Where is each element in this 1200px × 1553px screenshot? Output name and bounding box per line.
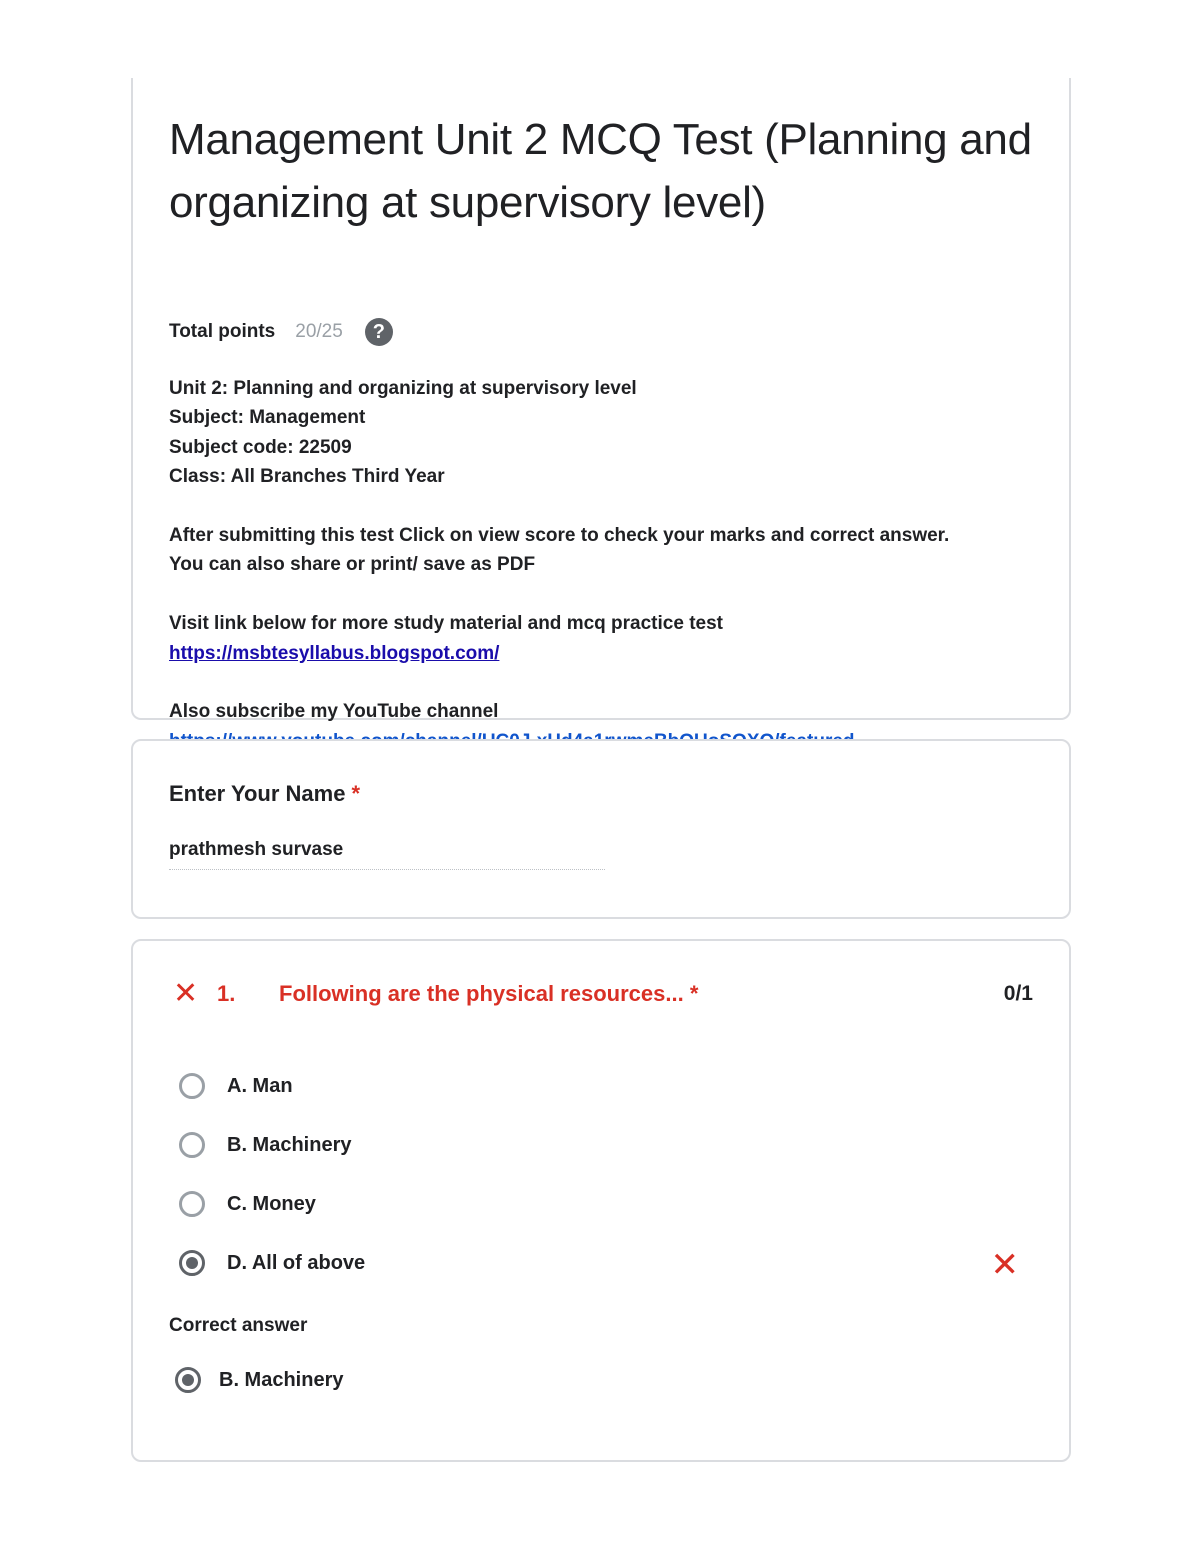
description-line: Visit link below for more study material and mcq practice test xyxy=(169,613,723,635)
radio-unchecked-icon[interactable] xyxy=(179,1073,205,1099)
wrong-answer-icon: ✕ xyxy=(990,1246,1019,1284)
total-points-value: 20/25 xyxy=(295,321,343,342)
description-line: Class: All Branches Third Year xyxy=(169,466,445,488)
question-score: 0/1 xyxy=(1003,982,1033,1005)
option-label: B. Machinery xyxy=(227,1133,352,1156)
option-label: A. Man xyxy=(227,1074,293,1097)
option-c[interactable] xyxy=(179,1191,316,1217)
form-header-card xyxy=(131,78,1071,723)
description-spacer xyxy=(169,492,1049,521)
radio-checked-icon xyxy=(175,1367,201,1393)
question-1-card xyxy=(131,939,1071,1462)
option-b[interactable] xyxy=(179,1132,351,1158)
question-text xyxy=(279,981,1004,1007)
description-spacer xyxy=(169,668,1049,697)
correct-answer-value: B. Machinery xyxy=(219,1368,344,1391)
question-number: 1. xyxy=(217,981,236,1006)
radio-unchecked-icon[interactable] xyxy=(179,1132,205,1158)
name-question-card xyxy=(131,739,1071,919)
incorrect-icon: ✕ xyxy=(173,977,199,1010)
blog-link[interactable]: https://msbtesyllabus.blogspot.com/ xyxy=(169,642,500,664)
question-1-header xyxy=(173,979,1033,1009)
description-line: Also subscribe my YouTube channel xyxy=(169,701,499,723)
help-icon[interactable]: ? xyxy=(365,318,393,346)
option-label: D. All of above xyxy=(227,1251,366,1274)
description-line: Unit 2: Planning and organizing at supervisory level xyxy=(169,378,637,399)
required-star: * xyxy=(351,781,361,806)
form-description xyxy=(169,374,1049,756)
description-line: Subject code: 22509 xyxy=(169,436,352,458)
option-label: C. Money xyxy=(227,1192,316,1215)
name-answer-field: prathmesh survase xyxy=(169,839,605,870)
description-spacer xyxy=(169,580,1049,609)
required-star: * xyxy=(689,981,699,1006)
description-line: After submitting this test Click on view score to check your marks and correct answer. xyxy=(169,525,950,547)
description-line: You can also share or print/ save as PDF xyxy=(169,554,536,576)
option-d[interactable] xyxy=(179,1250,365,1276)
correct-answer-label: Correct answer xyxy=(169,1315,308,1336)
link-row xyxy=(169,639,1049,668)
correct-answer-option xyxy=(175,1367,343,1393)
radio-unchecked-icon[interactable] xyxy=(179,1191,205,1217)
total-points-row xyxy=(169,318,393,346)
name-question-text: Enter Your Name xyxy=(169,781,346,806)
question-title: Following are the physical resources... xyxy=(279,981,684,1006)
radio-checked-icon[interactable] xyxy=(179,1250,205,1276)
name-question-label xyxy=(169,781,360,807)
option-a[interactable] xyxy=(179,1073,293,1099)
total-points-label: Total points xyxy=(169,321,276,342)
form-title: Management Unit 2 MCQ Test (Planning and organizing at supervisory level) xyxy=(169,115,1032,227)
description-line: Subject: Management xyxy=(169,407,366,429)
